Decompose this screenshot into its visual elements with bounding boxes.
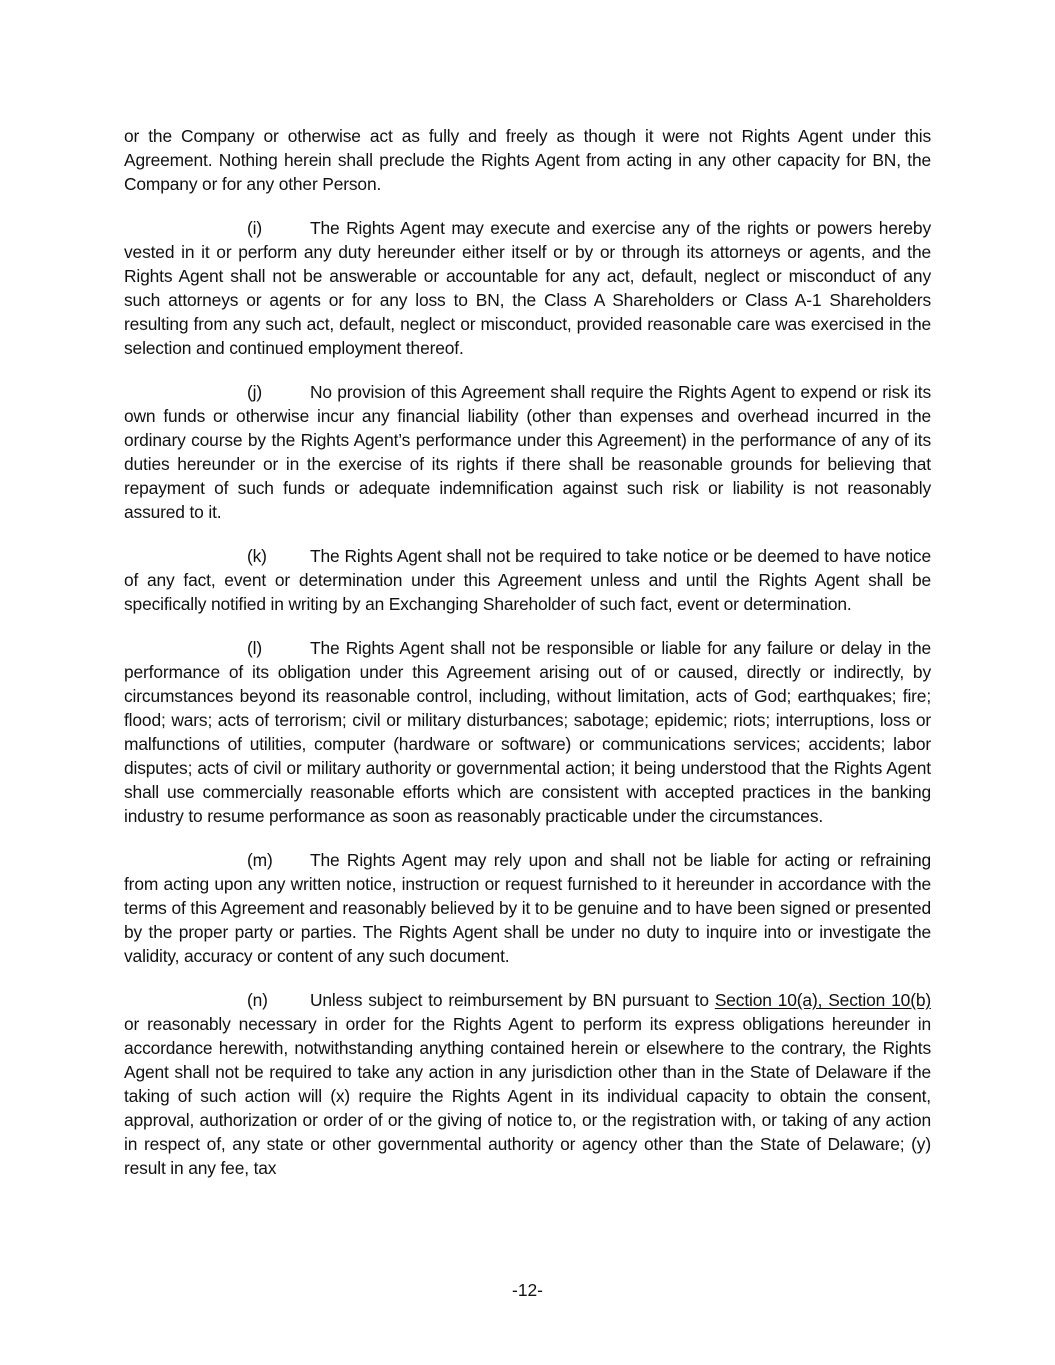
paragraph-label: (i): [247, 218, 262, 238]
paragraph-label: (l): [247, 638, 262, 658]
document-body: [124, 124, 931, 1200]
paragraph-text: The Rights Agent shall not be required to take notice or be deemed to have notice of any fact, event or determination under this Agreement unless and until the Rights Agent shall be specifically notified in writing by an Exchanging Shareholder of such fact, event or determination.: [124, 546, 931, 614]
section-reference-link: Section 10(a), Section 10(b): [714, 990, 931, 1010]
paragraph-j: [124, 380, 931, 524]
paragraph-text: The Rights Agent shall not be responsible or liable for any failure or delay in the performance of its obligation under this Agreement arising out of or caused, directly or indirectly, by circumstances beyond its reasonable control, including, without limitation, acts of God; earthquakes; fire; flood; wars; acts of terrorism; civil or military disturbances; sabotage; epidemic; riots; interruptions, loss or malfunctions of utilities, computer (hardware or software) or communications services; accidents; labor disputes; acts of civil or military authority or governmental action; it being understood that the Rights Agent shall use commercially reasonable efforts which are consistent with accepted practices in the banking industry to resume performance as soon as reasonably practicable under the circumstances.: [124, 638, 931, 826]
paragraph-text: No provision of this Agreement shall require the Rights Agent to expend or risk its own funds or otherwise incur any financial liability (other than expenses and overhead incurred in the ordinary course by the Rights Agent’s performance under this Agreement) in the performance of any of its duties hereunder or in the exercise of its rights if there shall be reasonable grounds for believing that repayment of such funds or adequate indemnification against such risk or liability is not reasonably assured to it.: [124, 382, 931, 522]
intro-paragraph: or the Company or otherwise act as fully and freely as though it were not Rights Agent under this Agreement. Nothing herein shall preclude the Rights Agent from acting in any other capacity for BN, the Company or for any other Person.: [124, 126, 931, 194]
paragraph-text: The Rights Agent may rely upon and shall not be liable for acting or refraining from acting upon any written notice, instruction or request furnished to it hereunder in accordance with the terms of this Agreement and reasonably believed by it to be genuine and to have been signed or presented by the proper party or parties. The Rights Agent shall be under no duty to inquire into or investigate the validity, accuracy or content of any such document.: [124, 850, 931, 966]
paragraph-m: [124, 848, 931, 968]
paragraph-label: (n): [247, 990, 268, 1010]
page-number: -12-: [512, 1280, 543, 1300]
paragraph-label: (k): [247, 546, 267, 566]
paragraph-text: The Rights Agent may execute and exercise any of the rights or powers hereby vested in it or perform any duty hereunder either itself or by or through its attorneys or agents, and the Rights Agent shall not be answerable or accountable for any act, default, neglect or misconduct of any such attorneys or agents or for any loss to BN, the Class A Shareholders or Class A-1 Shareholders resulting from any such act, default, neglect or misconduct, provided reasonable care was exercised in the selection and continued employment thereof.: [124, 218, 931, 358]
paragraph-label: (m): [247, 850, 273, 870]
paragraph-l: [124, 636, 931, 828]
paragraph-label: (j): [247, 382, 262, 402]
paragraph-i: [124, 216, 931, 360]
paragraph-n: [124, 988, 931, 1180]
paragraph-k: [124, 544, 931, 616]
paragraph-text-after: or reasonably necessary in order for the Rights Agent to perform its express obligations hereunder in accordance herewith, notwithstanding anything contained herein or elsewhere to the contrary, the Rights Agent shall not be required to take any action in any jurisdiction other than in the State of Delaware if the taking of such action will (x) require the Rights Agent in its individual capacity to obtain the consent, approval, authorization or order of or the giving of notice to, or the registration with, or taking of any action in respect of, any state or other governmental authority or agency other than the State of Delaware; (y) result in any fee, tax: [124, 1014, 931, 1178]
paragraph-text-before: Unless subject to reimbursement by BN pursuant to: [310, 990, 715, 1010]
